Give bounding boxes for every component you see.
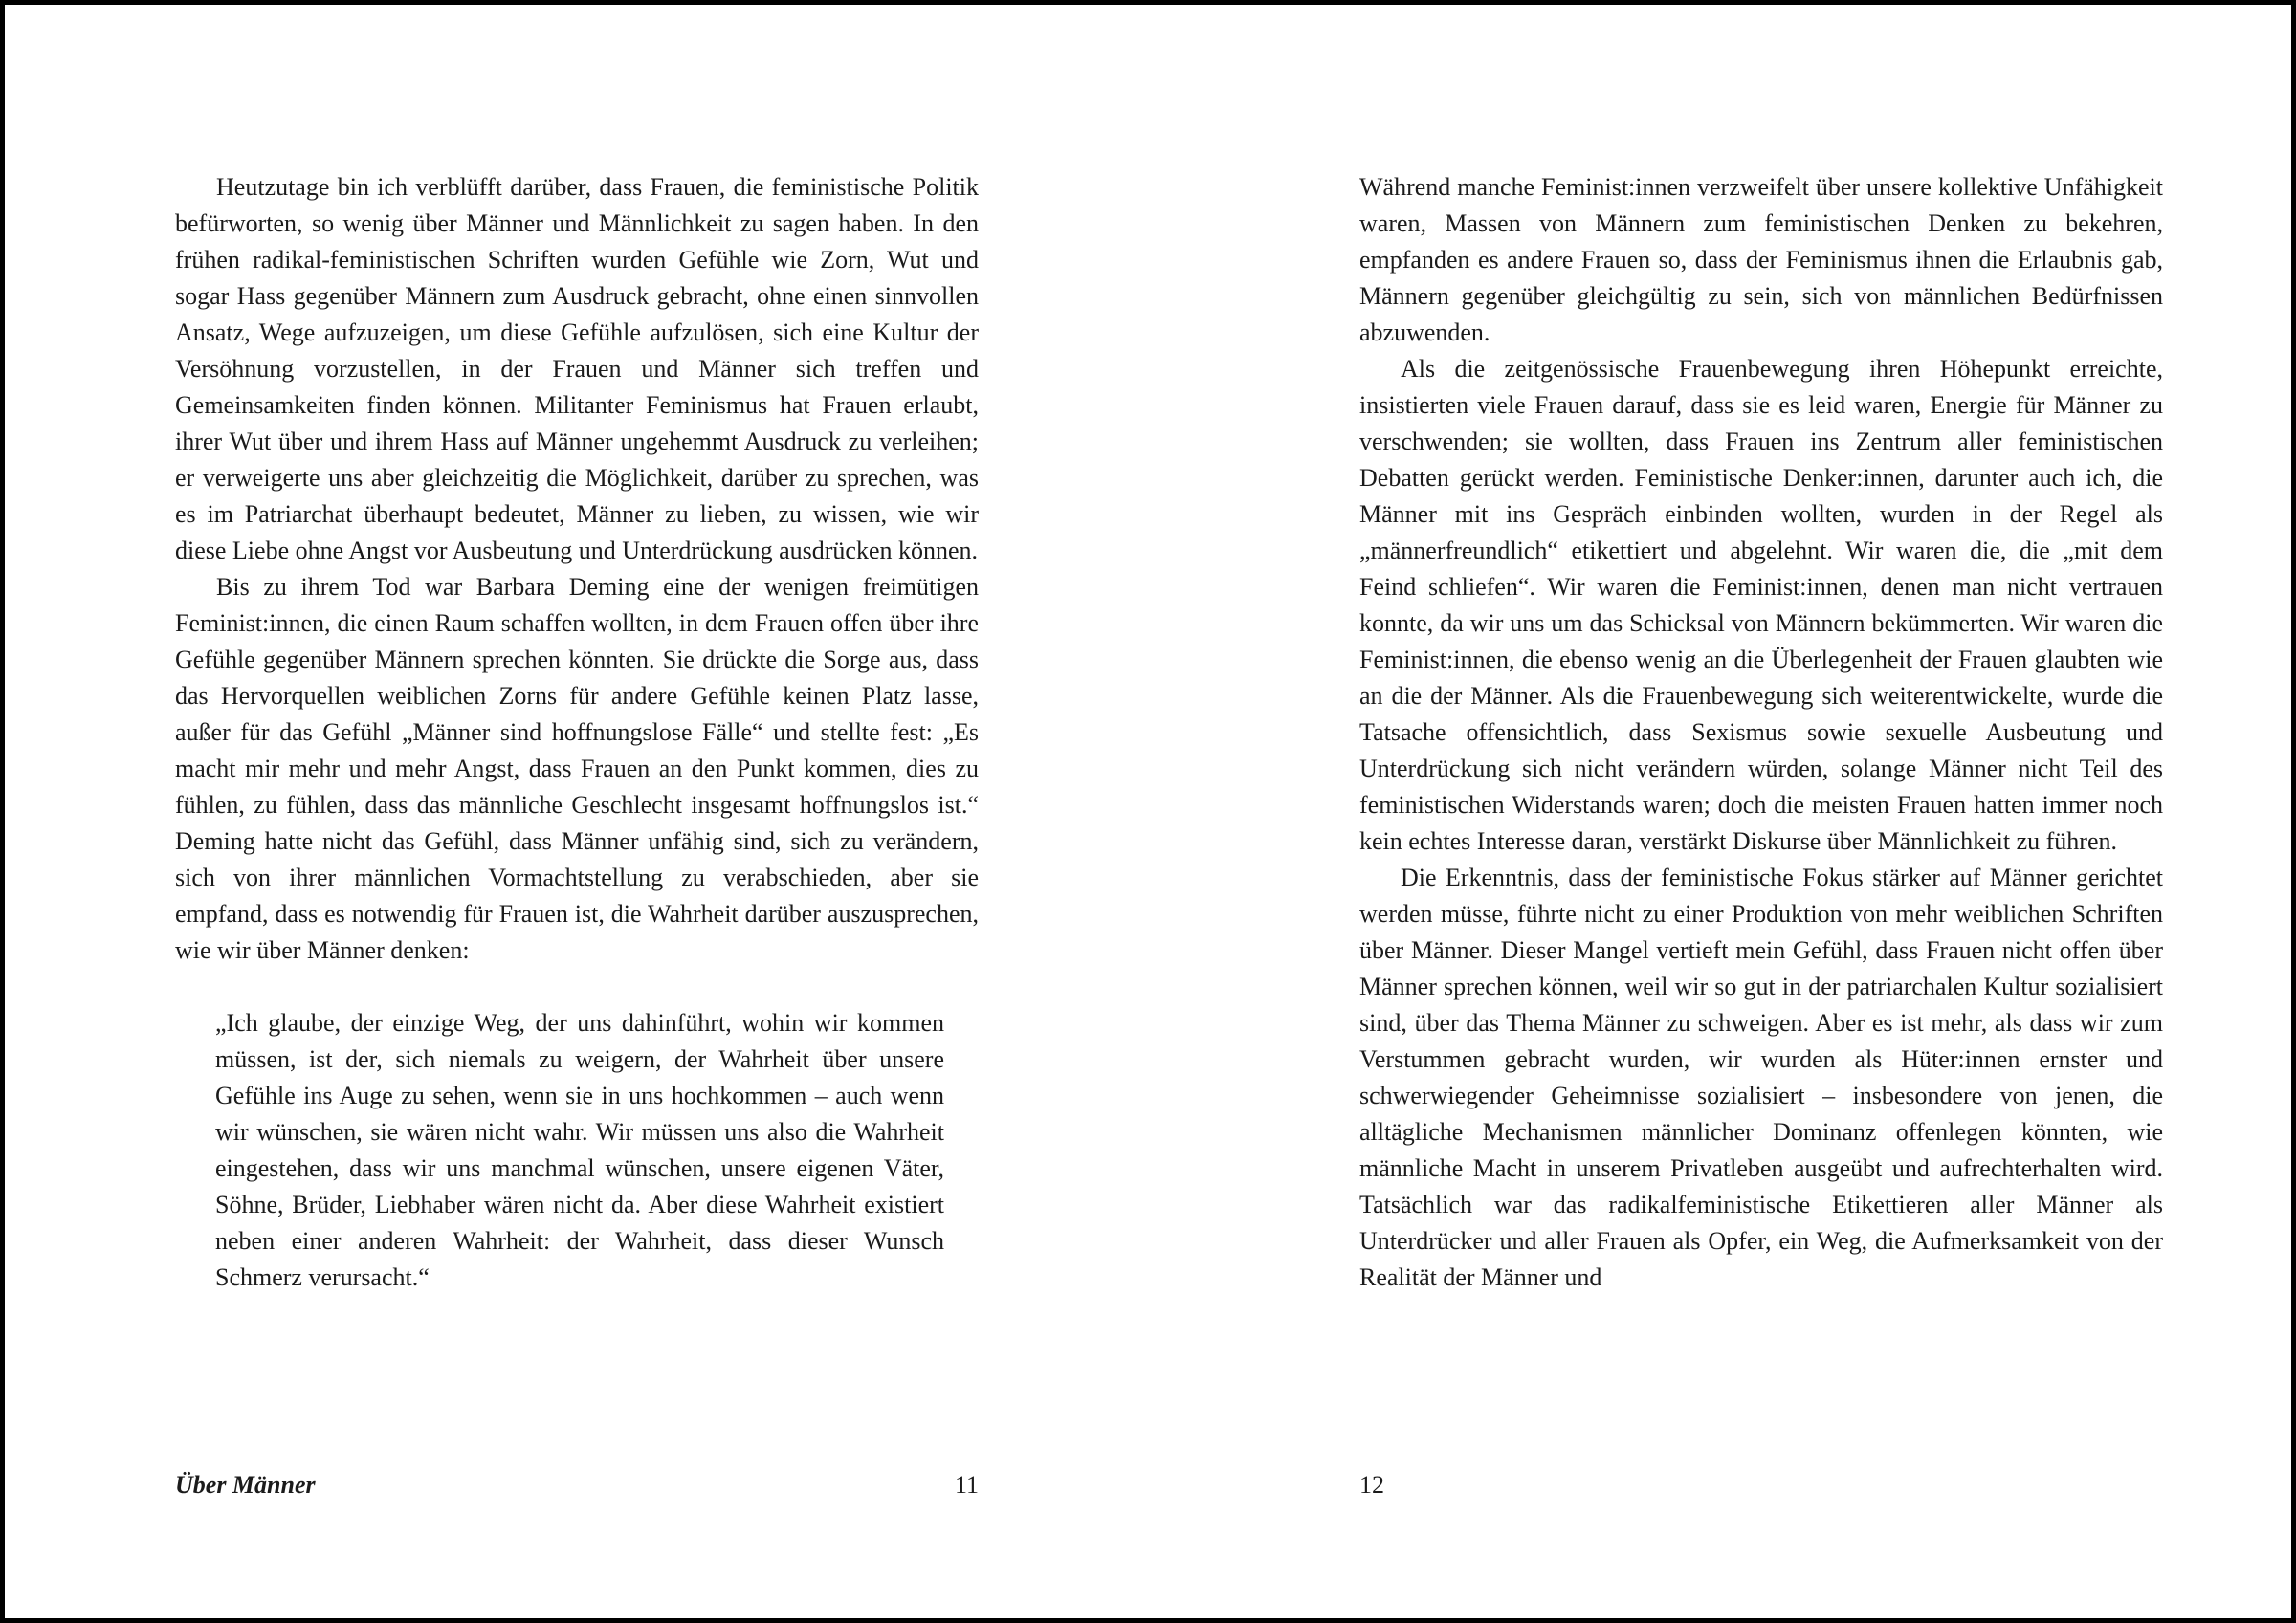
footer-right: [1359, 1470, 2163, 1501]
body-paragraph: Als die zeitgenössische Frauenbewegung ihren Höhepunkt erreichte, insistierten viele Frauen darauf, dass sie es leid waren, Energie für Männer zu verschwenden; sie wollten, dass Frauen ins Zentrum aller feministischen Debatten gerückt werden. Feministische Denker:innen, darunter auch ich, die Männer mit ins Gespräch einbinden wollten, wurden in der Regel als „männerfreundlich“ etikettiert und abgelehnt. Wir waren die, die „mit dem Feind schliefen“. Wir waren die Feminist:innen, denen man nicht vertrauen konnte, da wir uns um das Schicksal von Männern bekümmerten. Wir waren die Feminist:innen, die ebenso wenig an die Überlegenheit der Frauen glaubten wie an die der Männer. Als die Frauenbewegung sich weiterentwickelte, wurde die Tatsache offensichtlich, dass Sexismus sowie sexuelle Ausbeutung und Unterdrückung sich nicht verändern würden, solange Männer nicht Teil des feministischen Widerstands waren; doch die meisten Frauen hatten immer noch kein echtes Interesse daran, verstärkt Diskurse über Männlichkeit zu führen.: [1359, 355, 2163, 855]
body-paragraph: Heutzutage bin ich verblüfft darüber, dass Frauen, die feministische Politik befürworten, so wenig über Männer und Männlichkeit zu sagen haben. In den frühen radikal-feministischen Schriften wurden Gefühle wie Zorn, Wut und sogar Hass gegenüber Männern zum Ausdruck gebracht, ohne einen sinnvollen Ansatz, Wege aufzuzeigen, um diese Gefühle aufzulösen, sich eine Kultur der Versöhnung vorzustellen, in der Frauen und Männer sich treffen und Gemeinsamkeiten finden können. Militanter Feminismus hat Frauen erlaubt, ihrer Wut über und ihrem Hass auf Männer ungehemmt Ausdruck zu verleihen; er verweigerte uns aber gleichzeitig die Möglichkeit, darüber zu sprechen, was es im Patriarchat überhaupt bedeutet, Männer zu lieben, zu wissen, wie wir diese Liebe ohne Angst vor Ausbeutung und Unterdrückung ausdrücken können.: [175, 173, 979, 564]
body-paragraph: Die Erkenntnis, dass der feministische Fokus stärker auf Männer gerichtet werden müsse, führte nicht zu einer Produktion von mehr weiblichen Schriften über Männer. Dieser Mangel vertieft mein Gefühl, dass Frauen nicht offen über Männer sprechen können, weil wir so gut in der patriarchalen Kultur sozialisiert sind, über das Thema Männer zu schweigen. Aber es ist mehr, als dass wir zum Verstummen gebracht wurden, wir wurden als Hüter:innen ernster und schwerwiegender Geheimnisse sozialisiert – insbesondere von jenen, die alltägliche Mechanismen männlicher Dominanz offenlegen könnten, wie männliche Macht in unserem Privatleben ausgeübt und aufrechterhalten wird. Tatsächlich war das radikalfeministische Etikettieren aller Männer als Unterdrücker und aller Frauen als Opfer, ein Weg, die Aufmerksamkeit von der Realität der Männer und: [1359, 864, 2163, 1291]
footer-left: [175, 1470, 979, 1501]
block-quote: „Ich glaube, der einzige Weg, der uns dahinführt, wohin wir kommen müssen, ist der, sich niemals zu weigern, der Wahrheit über unsere Gefühle ins Auge zu sehen, wenn sie in uns hochkommen – auch wenn wir wünschen, sie wären nicht wahr. Wir müssen uns also die Wahrheit eingestehen, dass wir uns manchmal wünschen, unsere eigenen Väter, Söhne, Brüder, Liebhaber wären nicht da. Aber diese Wahrheit existiert neben einer anderen Wahrheit: der Wahrheit, dass dieser Wunsch Schmerz verursacht.“: [215, 1009, 944, 1291]
body-paragraph: Bis zu ihrem Tod war Barbara Deming eine der wenigen freimütigen Feminist:innen, die einen Raum schaffen wollten, in dem Frauen offen über ihre Gefühle gegenüber Männern sprechen könnten. Sie drückte die Sorge aus, dass das Hervorquellen weiblichen Zorns für andere Gefühle keinen Platz lasse, außer für das Gefühl „Männer sind hoffnungslose Fälle“ und stellte fest: „Es macht mir mehr und mehr Angst, dass Frauen an den Punkt kommen, dies zu fühlen, zu fühlen, dass das männliche Geschlecht insgesamt hoffnungslos ist.“ Deming hatte nicht das Gefühl, dass Männer unfähig sind, sich zu verändern, sich von ihrer männlichen Vormachtstellung zu verabschieden, aber sie empfand, dass es notwendig für Frauen ist, die Wahrheit darüber auszusprechen, wie wir über Männer denken:: [175, 573, 979, 964]
body-paragraph: Während manche Feminist:innen verzweifelt über unsere kollektive Unfähigkeit waren, Massen von Männern zum feministischen Denken zu bekehren, empfanden es andere Frauen so, dass der Feminismus ihnen die Erlaubnis gab, Männern gegenüber gleichgültig zu sein, sich von männlichen Bedürfnissen abzuwenden.: [1359, 173, 2163, 346]
page-number-right: 12: [1359, 1471, 1384, 1499]
page-left: [175, 169, 979, 1296]
running-title: Über Männer: [175, 1471, 316, 1499]
page-number-left: 11: [954, 1471, 979, 1499]
page-right: [1359, 169, 2163, 1296]
